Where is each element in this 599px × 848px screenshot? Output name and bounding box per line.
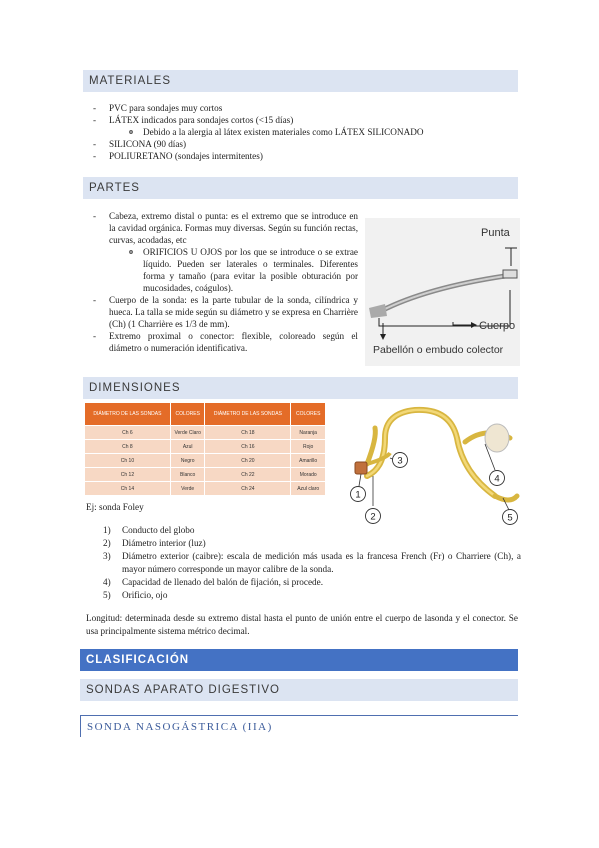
list-item: - Cabeza, extremo distal o punta: es el extremo que se introduce en la cavidad orgánica. Formas muy diversas. Según su función rectas, curvas, acodadas, etc [83,210,358,246]
foley-label-4: 4 [494,473,500,485]
table-row [85,468,326,482]
sonda-parts-figure [365,218,520,366]
foley-parts-list [86,524,521,602]
foley-label-2: 2 [370,511,376,523]
table-row [85,440,326,454]
list-item: 5) Orificio, ojo [103,590,168,600]
table-cell: Verde Claro [170,426,205,440]
table-cell: Rojo [291,440,326,454]
section-title: PARTES [89,182,140,194]
table-cell: Ch 18 [205,426,291,440]
table-cell: Ch 22 [205,468,291,482]
label-punta: Punta [481,227,510,239]
list-item: 2) Diámetro interior (luz) [103,538,206,548]
list-item: 3) Diámetro exterior (caibre): escala de medición más usada es la francesa French (Fr) o Charriere (Ch), a mayor número corresponde un mayor calibre de la sonda. [103,551,521,574]
list-item: - POLIURETANO (sondajes intermitentes) [83,150,523,162]
table-cell: Ch 16 [205,440,291,454]
table-cell: Naranja [291,426,326,440]
foley-catheter-figure [345,398,525,528]
table-cell: Verde [170,482,205,496]
list-item: - PVC para sondajes muy cortos [83,102,523,114]
list-item: - SILICONA (90 días) [83,138,523,150]
section-header-dimensiones [83,377,518,399]
list-subitem: o ORIFICIOS U OJOS por los que se introduce o se extrae líquido. Pueden ser laterales o terminales. Diferentes forma y tamaño (para evitar la posible obturación por mucosidades, coágulos). [83,246,358,294]
table-header-row [85,403,326,426]
table-cell: Ch 6 [85,426,171,440]
list-item: - LÁTEX indicados para sondajes cortos (<15 días) [83,114,523,126]
column-header: DIÁMETRO DE LAS SONDAS [205,403,291,426]
section-header-aparato-digestivo [80,679,518,701]
table-cell: Amarillo [291,454,326,468]
column-header: DIÁMETRO DE LAS SONDAS [85,403,171,426]
table-cell: Morado [291,468,326,482]
section-title: SONDA NASOGÁSTRICA (IIA) [87,721,273,733]
list-item: 1) Conducto del globo [103,525,195,535]
foley-label-1: 1 [355,489,361,501]
table-cell: Negro [170,454,205,468]
section-header-partes [83,177,518,199]
materiales-list [83,102,523,162]
sizes-colors-table [84,402,326,496]
foley-example-label: Ej: sonda Foley [86,502,144,512]
table-row [85,454,326,468]
label-cuerpo: Cuerpo [479,320,516,332]
table-cell: Ch 10 [85,454,171,468]
column-header: COLORES [170,403,205,426]
list-item: - Cuerpo de la sonda: es la parte tubular de la sonda, cilíndrica y hueca. La talla se mide según su diámetro y se expresa en Charrière (Ch) (1 Charrière es 1/3 de mm). [83,294,358,330]
list-item: - Extremo proximal o conector: flexible, coloreado según el diámetro o numeración identificativa. [83,330,358,354]
partes-list [83,210,358,354]
section-header-nasogastrica [80,715,518,737]
table-cell: Ch 20 [205,454,291,468]
table-cell: Azul [170,440,205,454]
table-cell: Ch 12 [85,468,171,482]
section-header-clasificacion [80,649,518,671]
column-header: COLORES [291,403,326,426]
list-subitem: o Debido a la alergia al látex existen materiales como LÁTEX SILICONADO [83,126,523,138]
list-item: 4) Capacidad de llenado del balón de fijación, si procede. [103,577,324,587]
table-cell: Ch 8 [85,440,171,454]
section-title: MATERIALES [89,75,171,87]
label-pabellon: Pabellón o embudo colector [373,344,504,356]
longitud-paragraph: Longitud: determinada desde su extremo distal hasta el punto de unión entre el cuerpo de lasonda y el conector. Se usa principalmente sistema métrico decimal. [86,613,518,636]
section-title: SONDAS APARATO DIGESTIVO [86,684,280,696]
table-cell: Ch 14 [85,482,171,496]
foley-label-3: 3 [397,455,403,467]
foley-label-5: 5 [507,512,513,524]
section-header-materiales [83,70,518,92]
section-title: CLASIFICACIÓN [86,654,190,666]
table-cell: Ch 24 [205,482,291,496]
table-row [85,426,326,440]
table-cell: Azul claro [291,482,326,496]
section-title: DIMENSIONES [89,382,181,394]
table-row [85,482,326,496]
table-cell: Blanco [170,468,205,482]
